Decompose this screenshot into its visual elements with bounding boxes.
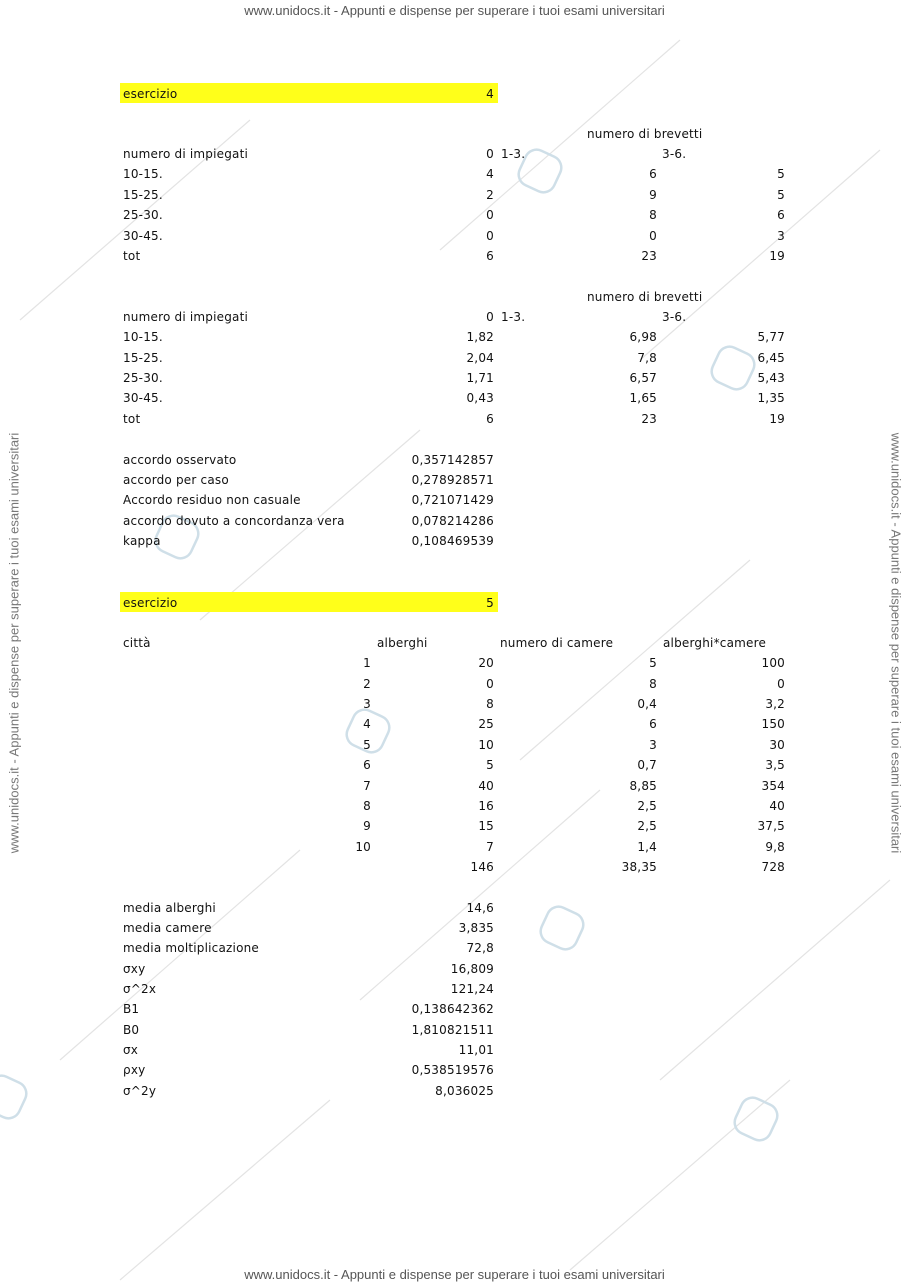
table-cell: 2,5 xyxy=(637,799,657,813)
table-cell: 2,5 xyxy=(637,819,657,833)
table-cell: 6,57 xyxy=(629,371,657,385)
table-cell: 10 xyxy=(355,840,371,854)
table-row-label: 25-30. xyxy=(123,371,163,385)
ex5-total-alberghi: 146 xyxy=(470,860,494,874)
table-cell: 5 xyxy=(777,167,785,181)
ex4-expected-col1: 1-3. xyxy=(501,310,526,324)
table-cell: 9 xyxy=(649,188,657,202)
stat-value: 72,8 xyxy=(466,941,494,955)
stat-label: media camere xyxy=(123,921,212,935)
watermark-footer: www.unidocs.it - Appunti e dispense per superare i tuoi esami universitari xyxy=(244,1267,665,1282)
stat-label: media alberghi xyxy=(123,901,216,915)
stat-label: kappa xyxy=(123,534,161,548)
ex4-observed-row-header: numero di impiegati xyxy=(123,147,249,161)
stat-value: 0,108469539 xyxy=(411,534,494,548)
table-cell: 8 xyxy=(649,208,657,222)
table-cell: 3 xyxy=(649,738,657,752)
stat-label: σxy xyxy=(123,962,146,976)
table-row-label: 30-45. xyxy=(123,229,163,243)
ex5-header-prodotto: alberghi*camere xyxy=(663,636,767,650)
stat-value: 16,809 xyxy=(450,962,494,976)
table-cell: 150 xyxy=(761,717,785,731)
table-row-label: 25-30. xyxy=(123,208,163,222)
table-cell: 7 xyxy=(486,840,494,854)
table-row-label: 30-45. xyxy=(123,391,163,405)
stat-value: 1,810821511 xyxy=(411,1023,494,1037)
table-cell: 9,8 xyxy=(765,840,785,854)
table-cell: 37,5 xyxy=(757,819,785,833)
table-cell: 6 xyxy=(649,167,657,181)
table-cell: 6 xyxy=(649,717,657,731)
ex5-total-camere: 38,35 xyxy=(621,860,657,874)
stat-label: Accordo residuo non casuale xyxy=(123,493,301,507)
ex4-expected-group-header: numero di brevetti xyxy=(587,290,703,304)
table-cell: 10 xyxy=(478,738,494,752)
stat-value: 0,357142857 xyxy=(411,453,494,467)
table-cell: 6 xyxy=(486,412,494,426)
table-cell: 4 xyxy=(486,167,494,181)
ex4-expected-row-header: numero di impiegati xyxy=(123,310,249,324)
table-cell: 6,45 xyxy=(757,351,785,365)
stat-value: 0,138642362 xyxy=(411,1002,494,1016)
table-row-label: 15-25. xyxy=(123,188,163,202)
stat-label: media moltiplicazione xyxy=(123,941,259,955)
table-cell: 5 xyxy=(486,758,494,772)
table-cell: 19 xyxy=(769,412,785,426)
table-cell: 8 xyxy=(649,677,657,691)
table-cell: 40 xyxy=(478,779,494,793)
ex5-number: 5 xyxy=(486,596,494,610)
ex4-expected-col0: 0 xyxy=(486,310,494,324)
table-cell: 1,35 xyxy=(757,391,785,405)
table-cell: 7,8 xyxy=(637,351,657,365)
table-cell: 0,7 xyxy=(637,758,657,772)
table-cell: 1,65 xyxy=(629,391,657,405)
table-cell: 3 xyxy=(363,697,371,711)
stat-value: 3,835 xyxy=(458,921,494,935)
stat-label: σ^2y xyxy=(123,1084,157,1098)
table-cell: 30 xyxy=(769,738,785,752)
table-cell: 2,04 xyxy=(466,351,494,365)
table-cell: 5 xyxy=(777,188,785,202)
table-row-label: 15-25. xyxy=(123,351,163,365)
table-cell: 8 xyxy=(363,799,371,813)
table-cell: 0,43 xyxy=(466,391,494,405)
table-cell: 3 xyxy=(777,229,785,243)
stat-value: 8,036025 xyxy=(435,1084,494,1098)
table-row-label: 10-15. xyxy=(123,330,163,344)
ex4-observed-col2: 3-6. xyxy=(662,147,687,161)
table-cell: 4 xyxy=(363,717,371,731)
ex4-observed-col1: 1-3. xyxy=(501,147,526,161)
table-cell: 0 xyxy=(777,677,785,691)
stat-value: 0,721071429 xyxy=(411,493,494,507)
table-cell: 2 xyxy=(363,677,371,691)
stat-value: 11,01 xyxy=(458,1043,494,1057)
stat-value: 0,278928571 xyxy=(411,473,494,487)
table-cell: 25 xyxy=(478,717,494,731)
table-cell: 15 xyxy=(478,819,494,833)
table-cell: 6,98 xyxy=(629,330,657,344)
table-cell: 8,85 xyxy=(629,779,657,793)
watermark-header: www.unidocs.it - Appunti e dispense per superare i tuoi esami universitari xyxy=(244,3,665,18)
table-cell: 23 xyxy=(641,412,657,426)
table-cell: 354 xyxy=(761,779,785,793)
stat-label: accordo dovuto a concordanza vera xyxy=(123,514,345,528)
table-cell: 8 xyxy=(486,697,494,711)
table-cell: 1,4 xyxy=(637,840,657,854)
table-cell: 0 xyxy=(486,208,494,222)
watermark-side-right: www.unidocs.it - Appunti e dispense per superare i tuoi esami universitari xyxy=(888,432,904,854)
table-cell: 0,4 xyxy=(637,697,657,711)
ex5-label: esercizio xyxy=(123,596,178,610)
table-cell: 5 xyxy=(649,656,657,670)
ex5-total-prodotto: 728 xyxy=(761,860,785,874)
ex4-observed-group-header: numero di brevetti xyxy=(587,127,703,141)
table-cell: 23 xyxy=(641,249,657,263)
ex4-label: esercizio xyxy=(123,87,178,101)
table-cell: 3,5 xyxy=(765,758,785,772)
stat-label: B1 xyxy=(123,1002,140,1016)
stat-label: ρxy xyxy=(123,1063,146,1077)
table-cell: 5,43 xyxy=(757,371,785,385)
table-cell: 40 xyxy=(769,799,785,813)
table-row-label: tot xyxy=(123,249,141,263)
stat-label: accordo per caso xyxy=(123,473,229,487)
table-cell: 0 xyxy=(649,229,657,243)
stat-value: 121,24 xyxy=(450,982,494,996)
table-cell: 5 xyxy=(363,738,371,752)
table-cell: 0 xyxy=(486,229,494,243)
ex5-header-citta: città xyxy=(123,636,151,650)
table-cell: 2 xyxy=(486,188,494,202)
table-row-label: 10-15. xyxy=(123,167,163,181)
table-cell: 6 xyxy=(363,758,371,772)
watermark-side-left: www.unidocs.it - Appunti e dispense per superare i tuoi esami universitari xyxy=(6,432,22,854)
table-cell: 100 xyxy=(761,656,785,670)
stat-value: 0,538519576 xyxy=(411,1063,494,1077)
table-cell: 3,2 xyxy=(765,697,785,711)
stat-value: 0,078214286 xyxy=(411,514,494,528)
ex4-observed-col0: 0 xyxy=(486,147,494,161)
table-cell: 1 xyxy=(363,656,371,670)
stat-label: σ^2x xyxy=(123,982,157,996)
table-cell: 7 xyxy=(363,779,371,793)
table-cell: 20 xyxy=(478,656,494,670)
table-cell: 6 xyxy=(486,249,494,263)
stat-label: σx xyxy=(123,1043,139,1057)
stat-label: B0 xyxy=(123,1023,140,1037)
table-cell: 16 xyxy=(478,799,494,813)
table-cell: 9 xyxy=(363,819,371,833)
table-row-label: tot xyxy=(123,412,141,426)
table-cell: 1,71 xyxy=(466,371,494,385)
table-cell: 5,77 xyxy=(757,330,785,344)
table-cell: 1,82 xyxy=(466,330,494,344)
ex4-expected-col2: 3-6. xyxy=(662,310,687,324)
table-cell: 6 xyxy=(777,208,785,222)
stat-value: 14,6 xyxy=(466,901,494,915)
ex5-header-alberghi: alberghi xyxy=(377,636,428,650)
ex4-number: 4 xyxy=(486,87,494,101)
stat-label: accordo osservato xyxy=(123,453,237,467)
ex5-header-camere: numero di camere xyxy=(500,636,614,650)
table-cell: 19 xyxy=(769,249,785,263)
table-cell: 0 xyxy=(486,677,494,691)
